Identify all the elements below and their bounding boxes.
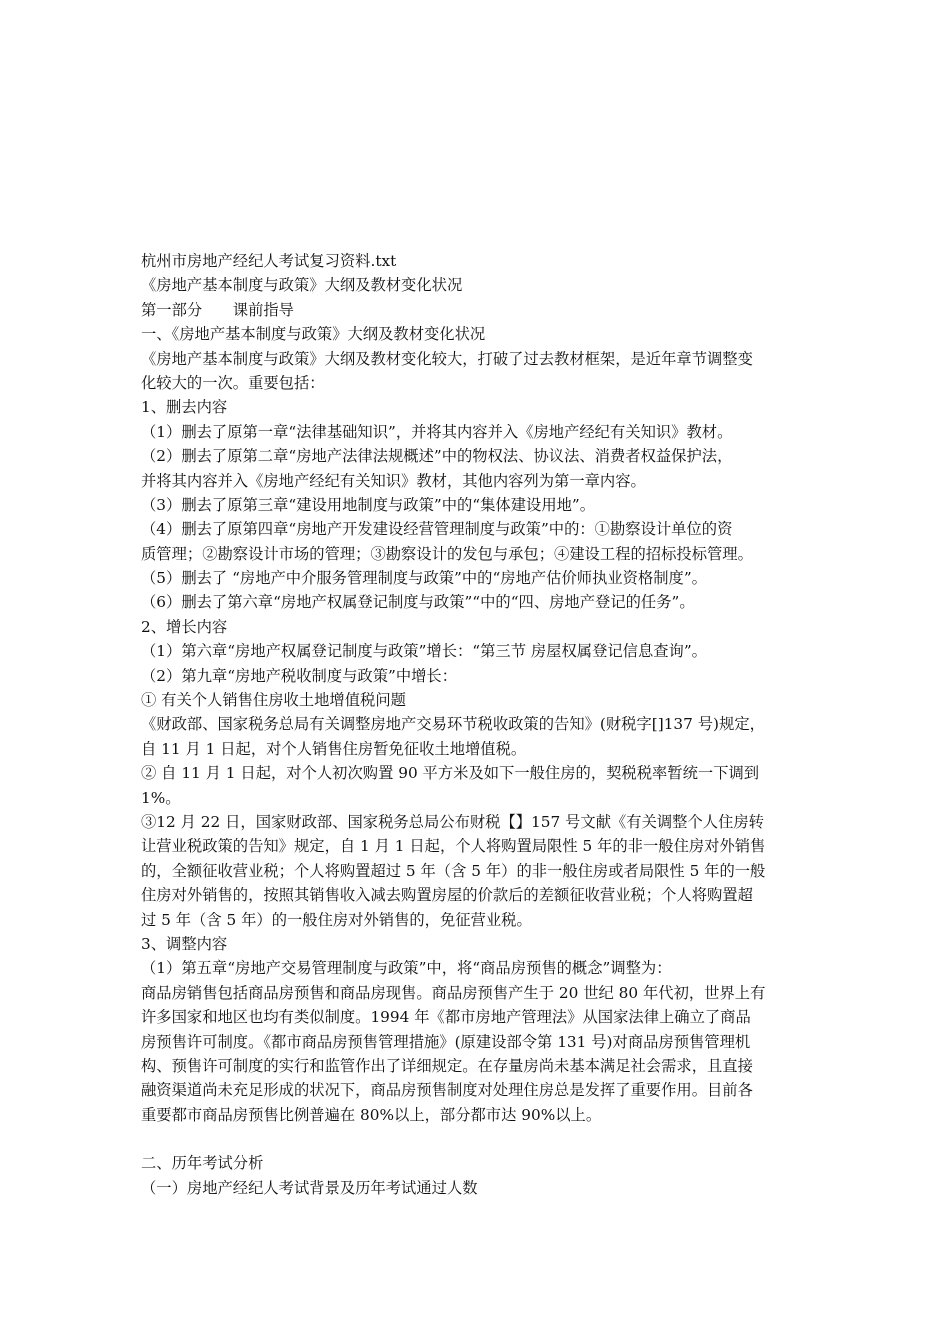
paragraph-line: 商品房销售包括商品房预售和商品房现售。商品房预售产生于 20 世纪 80 年代初，世界上有 (141, 983, 766, 1002)
document-title: 杭州市房地产经纪人考试复习资料.txt (141, 252, 397, 270)
list-item-continued: 质管理；②勘察设计市场的管理；③勘察设计的发包与承包；④建设工程的招标投标管理。 (141, 544, 753, 563)
part-heading: 第一部分 课前指导 (141, 300, 294, 319)
subsection-heading: 3、调整内容 (141, 934, 228, 953)
section-heading: 二、历年考试分析 (141, 1154, 264, 1173)
list-item: ③12 月 22 日，国家财政部、国家税务总局公布财税【】157 号文献《有关调整个人住房转 (141, 812, 764, 831)
list-item-continued: 1%。 (141, 788, 181, 807)
list-item: （一）房地产经纪人考试背景及历年考试通过人数 (141, 1178, 478, 1197)
list-item: （3）删去了原第三章“建设用地制度与政策”中的“集体建设用地”。 (141, 495, 596, 514)
document-page (141, 249, 831, 1200)
list-item: （2）删去了原第二章“房地产法律法规概述”中的物权法、协议法、消费者权益保护法， (141, 447, 733, 466)
list-item: （6）删去了第六章“房地产权属登记制度与政策”“中的“四、房地产登记的任务”。 (141, 593, 695, 612)
list-item: （4）删去了原第四章“房地产开发建设经营管理制度与政策”中的：①勘察设计单位的资 (141, 520, 733, 539)
list-item: （5）删去了 “房地产中介服务管理制度与政策”中的“房地产估价师执业资格制度”。 (141, 569, 707, 588)
paragraph-line: 重要都市商品房预售比例普遍在 80%以上，部分都市达 90%以上。 (141, 1105, 602, 1124)
paragraph-line: 《财政部、国家税务总局有关调整房地产交易环节税收政策的告知》(财税字[]137 号)规定， (141, 715, 765, 734)
list-item-continued: 并将其内容并入《房地产经纪有关知识》教材，其他内容列为第一章内容。 (141, 471, 646, 490)
document-body-part2 (141, 1151, 831, 1200)
paragraph-line: 《房地产基本制度与政策》大纲及教材变化较大，打破了过去教材框架，是近年章节调整变 (141, 349, 753, 368)
paragraph-line: 化较大的一次。重要包括： (141, 373, 325, 392)
document-subtitle: 《房地产基本制度与政策》大纲及教材变化状况 (141, 276, 463, 295)
list-item: （1）删去了原第一章“法律基础知识”，并将其内容并入《房地产经纪有关知识》教材。 (141, 422, 733, 441)
paragraph-line: 过 5 年（含 5 年）的一般住房对外销售的，免征营业税。 (141, 910, 532, 929)
paragraph-line: 让营业税政策的告知》规定，自 1 月 1 日起，个人将购置局限性 5 年的非一般住房对外销售 (141, 837, 766, 856)
subsection-heading: 2、增长内容 (141, 617, 228, 636)
paragraph-line: 许多国家和地区也均有类似制度。1994 年《都市房地产管理法》从国家法律上确立了商品 (141, 1008, 751, 1027)
paragraph-line: 融资渠道尚未充足形成的状况下，商品房预售制度对处理住房总是发挥了重要作用。目前各 (141, 1081, 753, 1100)
blank-line (141, 1127, 831, 1151)
list-item: （1）第五章“房地产交易管理制度与政策”中，将“商品房预售的概念”调整为： (141, 959, 672, 978)
list-item: ① 有关个人销售住房收土地增值税问题 (141, 691, 406, 710)
paragraph-line: 房预售许可制度。《都市商品房预售管理措施》(原建设部令第 131 号)对商品房预售管理机 (141, 1032, 751, 1051)
section-heading: 一、《房地产基本制度与政策》大纲及教材变化状况 (141, 325, 486, 344)
list-item: （2）第九章“房地产税收制度与政策”中增长： (141, 666, 458, 685)
list-item: ② 自 11 月 1 日起，对个人初次购置 90 平方米及如下一般住房的，契税税率暂统一下调到 (141, 764, 760, 783)
paragraph-line: 自 11 月 1 日起，对个人销售住房暂免征收土地增值税。 (141, 739, 527, 758)
paragraph-line: 构、预售许可制度的实行和监管作出了详细规定。在存量房尚未基本满足社会需求，且直接 (141, 1056, 753, 1075)
list-item: （1）第六章“房地产权属登记制度与政策”增长：“第三节 房屋权属登记信息查询”。 (141, 642, 707, 661)
subsection-heading: 1、删去内容 (141, 398, 228, 417)
paragraph-line: 住房对外销售的，按照其销售收入减去购置房屋的价款后的差额征收营业税；个人将购置超 (141, 886, 753, 905)
paragraph-line: 的，全额征收营业税；个人将购置超过 5 年（含 5 年）的非一般住房或者局限性 5 年的一般 (141, 861, 766, 880)
document-body-part1 (141, 249, 831, 1127)
